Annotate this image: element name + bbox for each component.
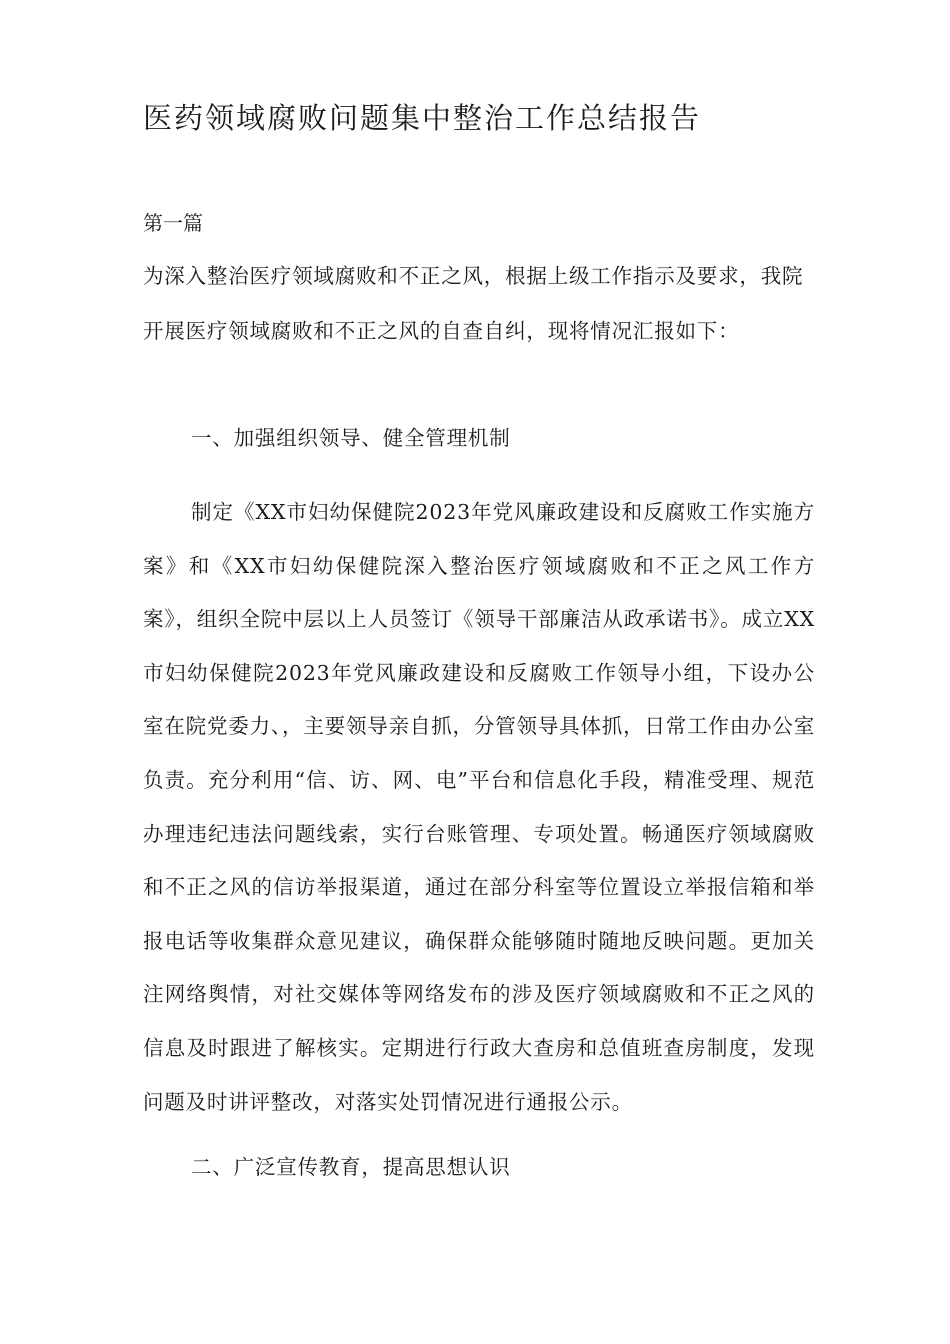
intro-paragraph: 为深入整治医疗领域腐败和不正之风，根据上级工作指示及要求，我院开展医疗领域腐败和不正之风的自查自纠，现将情况汇报如下： <box>143 264 804 343</box>
document-title: 医药领域腐败问题集中整治工作总结报告 <box>143 101 702 135</box>
section-heading-2: 二、广泛宣传教育，提高思想认识 <box>191 1155 511 1179</box>
section-label: 第一篇 <box>143 211 203 235</box>
body-paragraph-1: 制定《XX市妇幼保健院2023年党风廉政建设和反腐败工作实施方案》和《XX市妇幼保健院深入整治医疗领域腐败和不正之风工作方案》，组织全院中层以上人员签订《领导干部廉洁从政承诺书》。成立XX市妇幼保健院2023年党风廉政建设和反腐败工作领导小组，下设办公室在院党委力、，主要领导亲自抓，分管领导具体抓，日常工作由办公室负责。充分利用“信、访、网、电”平台和信息化手段，精准受理、规范办理违纪违法问题线索，实行台账管理、专项处置。畅通医疗领域腐败和不正之风的信访举报渠道，通过在部分科室等位置设立举报信箱和举报电话等收集群众意见建议，确保群众能够随时随地反映问题。更加关注网络舆情，对社交媒体等网络发布的涉及医疗领域腐败和不正之风的信息及时跟进了解核实。定期进行行政大查房和总值班查房制度，发现问题及时讲评整改，对落实处罚情况进行通报公示。 <box>143 500 815 1114</box>
section-heading-1: 一、加强组织领导、健全管理机制 <box>191 426 511 450</box>
